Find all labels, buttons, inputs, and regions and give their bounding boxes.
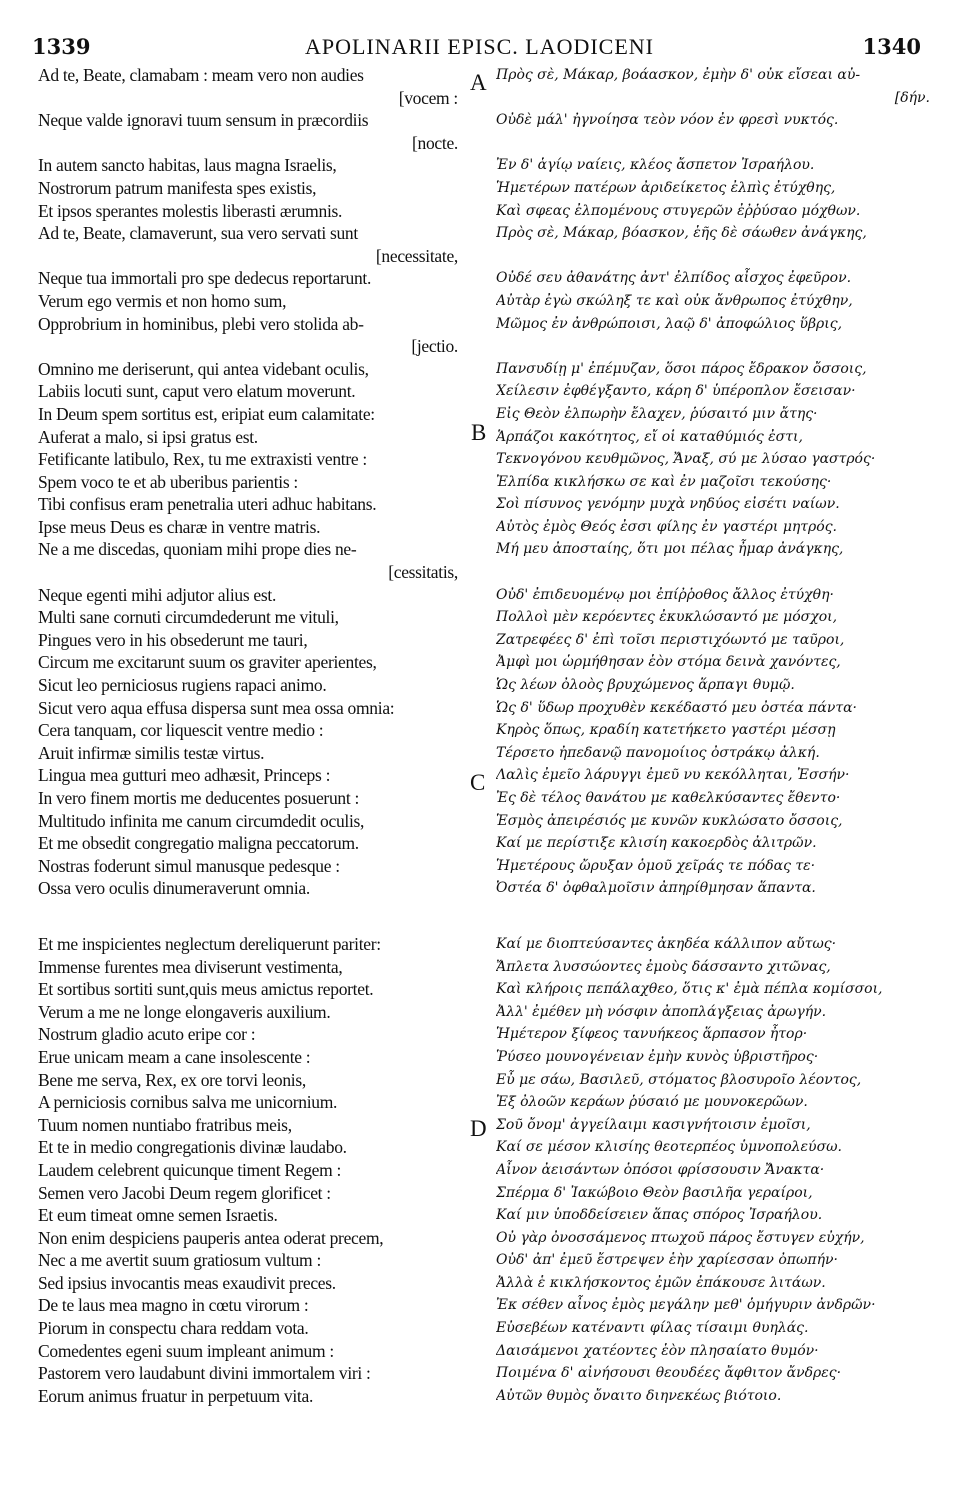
latin-verse-line: Ad te, Beate, clamabam : meam vero non audies xyxy=(38,65,364,85)
greek-verse-line: Οὐδὲ μάλ' ἠγνοίησα τεὸν νόον ἐν φρεσὶ νυκτός. xyxy=(496,112,839,129)
greek-verse-line: Οὐ γὰρ ὀνοσσάμενος πτωχοῦ πάρος ἔστυγεν εὐχήν, xyxy=(496,1229,865,1246)
latin-verse-line: Cera tanquam, cor liquescit ventre medio : xyxy=(38,720,324,741)
latin-verse-line: Verum ego vermis et non homo sum, xyxy=(38,290,287,311)
greek-verse-line: Τεκνογόνου κευθμῶνος, Ἄναξ, σύ με λύσαο γαστρός· xyxy=(496,451,876,468)
latin-verse-line: Lingua mea gutturi meo adhæsit, Princeps : xyxy=(38,765,331,786)
greek-verse-line: Ἐξ ὀλοῶν κεράων ῥύσαιό με μουνοκερῶων. xyxy=(496,1094,808,1111)
latin-verse-line: Labiis locuti sunt, caput vero elatum moverunt. xyxy=(38,381,356,402)
latin-verse-line: Opprobrium in hominibus, plebi vero stolida ab- xyxy=(38,313,364,334)
greek-verse-line: Ἐν δ' ἁγίῳ ναίεις, κλέος ἄσπετον Ἰσραήλου. xyxy=(496,157,815,174)
latin-verse-line: Nostras foderunt simul manusque pedesque : xyxy=(38,855,340,876)
latin-verse-line: Semen vero Jacobi Deum regem glorificet : xyxy=(38,1182,331,1203)
latin-verse-line: In autem sancto habitas, laus magna Israelis, xyxy=(38,155,337,176)
greek-verse-line: Ποιμένα δ' αἰνήσουσι θεουδέες ἄφθιτον ἄνδρες· xyxy=(496,1365,842,1382)
page-number-left: 1339 xyxy=(32,34,91,59)
latin-verse-line: Sicut vero aqua effusa dispersa sunt mea ossa omnia: xyxy=(38,697,395,718)
latin-verse-line: Tuum nomen nuntiabo fratribus meis, xyxy=(38,1114,292,1135)
greek-verse-line: Ἐκ σέθεν αἶνος ἐμὸς μεγάλην μεθ' ὁμήγυριν ἀνδρῶν· xyxy=(496,1297,876,1314)
page-number-right: 1340 xyxy=(862,34,921,59)
greek-verse-line xyxy=(496,132,936,155)
latin-verse-line: A perniciosis cornibus salva me unicornium. xyxy=(38,1092,338,1113)
greek-verse-line: Ἀλλὰ ἑ κικλήσκοντος ἐμῶν ἐπάκουσε λιτάων. xyxy=(496,1274,826,1291)
greek-verse-line xyxy=(496,245,936,268)
latin-verse-line: Et eum timeat omne semen Israetis. xyxy=(38,1205,278,1226)
latin-verse-line: Immense furentes mea diviserunt vestimenta, xyxy=(38,956,343,977)
latin-verse-line: Neque tua immortali pro spe dedecus reportarunt. xyxy=(38,268,372,289)
latin-verse-line: Comedentes egeni suum impleant animum : xyxy=(38,1340,334,1361)
running-title: APOLINARII EPISC. LAODICENI xyxy=(304,34,655,59)
greek-verse-line: Αὐτὸς ἐμὸς Θεός ἐσσι φίλης ἐν γαστέρι μητρός. xyxy=(496,518,837,535)
latin-verse-line: Laudem celebrent quicunque timent Regem : xyxy=(38,1159,342,1180)
greek-verse-line: Εὐσεβέων κατέναντι φίλας τίσαιμι θυηλάς. xyxy=(496,1320,809,1337)
greek-verse-line: Ἀμφὶ μοι ὡρμήθησαν ἑὸν στόμα δεινὰ χανόντες, xyxy=(496,654,841,671)
greek-verse-line: Ἀλλ' ἐμέθεν μὴ νόσφιν ἀποπλάγξειας ἀρωγήν. xyxy=(496,1003,827,1020)
greek-verse-line: Ἄπλετα λυσσώοντες ἐμοὺς δάσσαντο χιτῶνας, xyxy=(496,958,831,975)
latin-verse-line: Pastorem vero laudabunt divini immortalem viri : xyxy=(38,1363,371,1384)
latin-verse-line: Nec a me avertit suum gratiosum vultum : xyxy=(38,1250,322,1271)
greek-verse-line: Εὖ με σάω, Βασιλεῦ, στόματος βλοσυροῖο λέοντος, xyxy=(496,1071,862,1088)
greek-verse-line: Οὐδ' ἐπιδευομένῳ μοι ἐπίῤῥοθος ἄλλος ἐτύχθη· xyxy=(496,586,834,603)
greek-verse-line: Ἡμετέρους ὤρυξαν ὁμοῦ χεῖράς τε πόδας τε· xyxy=(496,857,816,874)
greek-verse-line: Εἰς Θεὸν ἐλπωρὴν ἔλαχεν, ῥύσαιτό μιν ἄτης· xyxy=(496,405,818,422)
latin-verse-line: Multi sane cornuti circumdederunt me vituli, xyxy=(38,607,339,628)
latin-verse-line: Tibi confisus eram penetralia uteri adhuc habitans. xyxy=(38,494,377,515)
latin-verse-line: Omnino me deriserunt, qui antea videbant oculis, xyxy=(38,358,369,379)
greek-verse-line: Καὶ σφεας ἐλπομένους στυγερῶν ἐῤῥύσαο μόχθων. xyxy=(496,202,861,219)
latin-verse-line: Nostrum gladio acuto eripe cor : xyxy=(38,1024,256,1045)
latin-verse-line: Circum me excitarunt suum os graviter aperientes, xyxy=(38,652,377,673)
greek-verse-line: Τέρσετο ἠπεδανῷ πανομοίιος ὀστράκῳ ἀλκή. xyxy=(496,744,820,761)
latin-verse-line: Ossa vero oculis dinumeraverunt omnia. xyxy=(38,878,310,899)
greek-verse-line: Καὶ κλήροις πεπάλαχθεο, ὅτις κ' ἐμὰ πέπλα κομίσσοι, xyxy=(496,981,883,998)
greek-verse-line xyxy=(496,900,936,933)
section-marker-a: A xyxy=(470,70,487,95)
greek-verse-line: Ὀστέα δ' ὀφθαλμοῖσιν ἀπηρίθμησαν ἅπαντα. xyxy=(496,880,816,897)
greek-verse-line: Μή μευ ἀποσταίης, ὅτι μοι πέλας ἦμαρ ἀνάγκης, xyxy=(496,541,844,558)
section-marker-d: D xyxy=(470,1116,487,1141)
latin-verse-line: De te laus mea magno in cœtu virorum : xyxy=(38,1295,309,1316)
latin-verse-line: Bene me serva, Rex, ex ore torvi leonis, xyxy=(38,1069,306,1090)
greek-verse-line: Πολλοὶ μὲν κερόεντες ἐκυκλώσαντό με μόσχοι, xyxy=(496,609,838,626)
latin-verse-line: [nocte. xyxy=(412,132,458,153)
greek-verse-line xyxy=(496,335,936,358)
latin-verse-line: Multitudo infinita me canum circumdedit oculis, xyxy=(38,810,365,831)
greek-column xyxy=(496,64,936,1407)
latin-verse-line: Eorum animus fruatur in perpetuum vita. xyxy=(38,1385,314,1406)
greek-verse-line xyxy=(496,561,936,584)
latin-verse-line: Ne a me discedas, quoniam mihi prope dies ne- xyxy=(38,539,357,560)
latin-verse-line xyxy=(38,900,468,933)
latin-verse-line: Non enim despiciens pauperis antea oderat precem, xyxy=(38,1227,384,1248)
greek-verse-line: Καί σε μέσον κλισίης θεοτερπέος ὑμνοπολεύσω. xyxy=(496,1139,842,1156)
greek-verse-line: Αὐτὰρ ἐγὼ σκώληξ τε καὶ οὐκ ἄνθρωπος ἐτύχθην, xyxy=(496,292,853,309)
latin-verse-line: Ad te, Beate, clamaverunt, sua vero servati sunt xyxy=(38,223,358,244)
latin-verse-line: Neque valde ignoravi tuum sensum in præcordiis xyxy=(38,110,369,131)
greek-verse-line: Σοῦ ὄνομ' ἀγγείλαιμι κασιγνήτοισιν ἐμοῖσι, xyxy=(496,1116,811,1133)
latin-verse-line: [vocem : xyxy=(398,87,458,108)
latin-verse-line: Pingues vero in his obsederunt me tauri, xyxy=(38,629,308,650)
greek-verse-line: Μῶμος ἐν ἀνθρώποισι, λαῷ δ' ἀποφώλιος ὕβρις, xyxy=(496,315,843,332)
greek-verse-line: Ὡς δ' ὕδωρ προχυθὲν κεκέδαστό μευ ὀστέα πάντα· xyxy=(496,699,857,716)
greek-verse-line: Πανσυδίῃ μ' ἐπέμυζαν, ὅσοι πάρος ἔδρακον ὄσσοις, xyxy=(496,360,867,377)
latin-verse-line: Sed ipsius invocantis meas exaudivit preces. xyxy=(38,1272,336,1293)
greek-verse-line: Καί με περίστιξε κλισίη κακοερδὸς ἀλιτρῶν. xyxy=(496,835,817,852)
page-header xyxy=(0,0,959,58)
latin-verse-line: [necessitate, xyxy=(375,245,458,266)
latin-verse-line: Auferat a malo, si ipsi gratus est. xyxy=(38,426,258,447)
latin-verse-line: Fetificante latibulo, Rex, tu me extraxisti ventre : xyxy=(38,449,367,470)
greek-verse-line: Σοὶ πίσυνος γενόμην μυχὰ νηδύος εἰσέτι ναίων. xyxy=(496,496,840,513)
section-marker-b: B xyxy=(471,420,487,445)
latin-verse-line: [cessitatis, xyxy=(388,562,458,583)
latin-verse-line: Nostrorum patrum manifesta spes existis, xyxy=(38,177,317,198)
greek-verse-line: Χείλεσιν ἐφθέγξαντο, κάρη δ' ὑπέροπλον ἔσεισαν· xyxy=(496,383,856,400)
greek-verse-line: Ζατρεφέες δ' ἐπὶ τοῖσι περιστιχόωντό με ταῦροι, xyxy=(496,631,845,648)
latin-verse-line: Verum a me ne longe elongaveris auxilium. xyxy=(38,1001,331,1022)
greek-verse-line: Ἐς δὲ τέλος θανάτου με καθελκύσαντες ἔθεντο· xyxy=(496,790,841,806)
latin-verse-line: Neque egenti mihi adjutor alius est. xyxy=(38,584,277,605)
greek-verse-line: Ἡμέτερον ξίφεος τανυήκεος ἅρπασον ἦτορ· xyxy=(496,1026,808,1043)
latin-verse-line: Aruit infirmæ similis testæ virtus. xyxy=(38,742,265,763)
latin-verse-line: Et me obsedit congregatio maligna peccatorum. xyxy=(38,833,359,854)
greek-verse-line: Ἁρπάζοι κακότητος, εἴ οἱ καταθύμιός ἐστι, xyxy=(496,428,803,445)
greek-verse-line: Δαισάμενοι χατέοντες ἑὸν πλησαίατο θυμόν· xyxy=(496,1342,819,1359)
latin-verse-line: Spem voco te et ab uberibus parientis : xyxy=(38,471,298,492)
latin-verse-line: Et ipsos sperantes molestis liberasti ærumnis. xyxy=(38,200,343,221)
section-marker-c: C xyxy=(470,770,486,795)
latin-verse-line: Erue unicam meam a cane insolescente : xyxy=(38,1046,311,1067)
latin-verse-line: Piorum in conspectu chara reddam vota. xyxy=(38,1318,309,1339)
greek-verse-line: Κηρὸς ὅπως, κραδίη κατετήκετο γαστέρι μέσσῃ xyxy=(496,722,836,739)
latin-verse-line: Et te in medio congregationis divinæ laudabo. xyxy=(38,1137,347,1158)
greek-verse-line: Λαλὶς ἐμεῖο λάρυγγι ἐμεῦ νυ κεκόλληται, Ἐσσήν· xyxy=(496,767,850,784)
greek-verse-line: Ἡμετέρων πατέρων ἀριδείκετος ἐλπὶς ἐτύχθης, xyxy=(496,179,836,196)
latin-verse-line: [jectio. xyxy=(411,336,458,357)
greek-verse-line: Ὡς λέων ὀλοὸς βρυχώμενος ἅρπαγι θυμῷ. xyxy=(496,677,795,694)
greek-verse-line: Καί με διοπτεύσαντες ἀκηδέα κάλλιπον αὔτως· xyxy=(496,935,837,952)
greek-verse-line: Οὐδέ σευ ἀθανάτης ἀντ' ἐλπίδος αἶσχος ἐφεῦρον. xyxy=(496,270,852,287)
greek-verse-line: Πρὸς σὲ, Μάκαρ, βοάασκον, ἐμὴν δ' οὐκ εἴσεαι αὐ- xyxy=(496,67,861,83)
greek-verse-line: Σπέρμα δ' Ἰακώβοιο Θεὸν βασιλῆα γεραίροι, xyxy=(496,1184,813,1201)
greek-verse-line: Αἶνον ἀεισάντων ὁπόσοι φρίσσουσιν Ἄνακτα· xyxy=(496,1161,825,1178)
latin-column xyxy=(38,64,468,1407)
greek-verse-line: Οὐδ' ἀπ' ἐμεῦ ἔστρεψεν ἑὴν χαρίεσσαν ὀπωπήν· xyxy=(496,1252,838,1269)
greek-verse-line: Ἐλπίδα κικλήσκω σε καὶ ἐν μαζοῖσι τεκούσης· xyxy=(496,473,832,490)
greek-verse-line: Καί μιν ὑποδδείσειεν ἅπας σπόρος Ἰσραήλου. xyxy=(496,1207,823,1224)
greek-verse-line: Πρὸς σὲ, Μάκαρ, βόασκον, ἑῆς δὲ σάωθεν ἀνάγκης, xyxy=(496,225,867,242)
greek-verse-line: [δήν. xyxy=(894,89,930,106)
greek-verse-line: Ἑσμὸς ἀπειρέσιός με κυνῶν κυκλώσατο ὄσσοις, xyxy=(496,812,843,829)
greek-verse-line: Ῥύσεο μουνογένειαν ἐμὴν κυνὸς ὑβριστῆρος· xyxy=(496,1048,819,1065)
latin-verse-line: Ipse meus Deus es charæ in ventre matris. xyxy=(38,516,321,537)
latin-verse-line: In vero finem mortis me deducentes posuerunt : xyxy=(38,788,360,808)
latin-verse-line: Et me inspicientes neglectum dereliquerunt pariter: xyxy=(38,933,381,954)
greek-verse-line: Αὐτῶν θυμὸς ὄναιτο διηνεκέως βιότοιο. xyxy=(496,1387,782,1404)
latin-verse-line: In Deum spem sortitus est, eripiat eum calamitate: xyxy=(38,403,375,424)
latin-verse-line: Sicut leo perniciosus rugiens rapaci animo. xyxy=(38,675,327,696)
latin-verse-line: Et sortibus sortiti sunt,quis meus amictus reportet. xyxy=(38,979,374,1000)
